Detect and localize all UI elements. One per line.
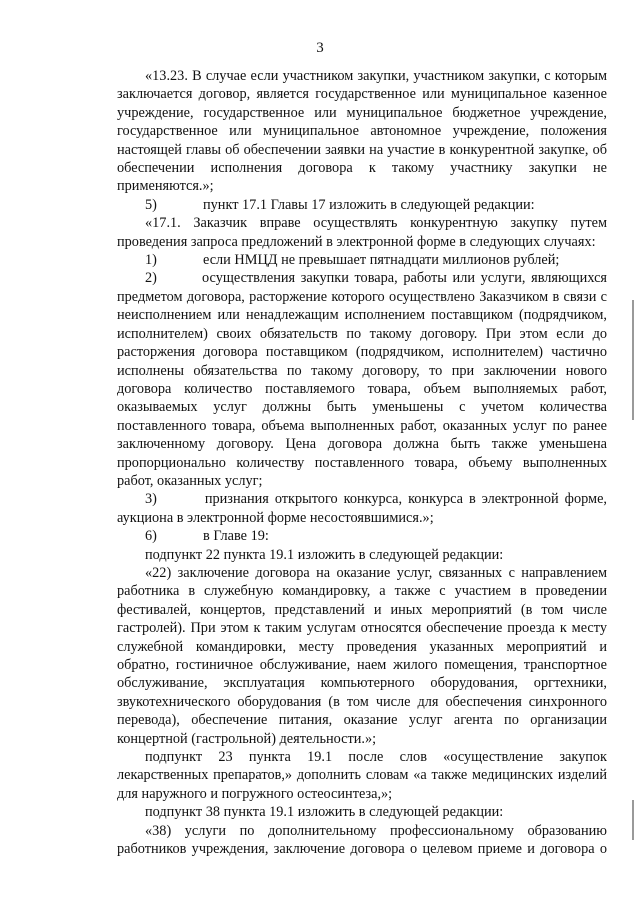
scan-edge-mark <box>632 300 634 420</box>
paragraph-subpoint-38-intro: подпункт 38 пункта 19.1 изложить в следующей редакции: <box>145 804 504 821</box>
item-text: если НМЦД не превышает пятнадцати миллионов рублей; <box>203 252 560 269</box>
subitem-1 <box>117 251 607 269</box>
item-5 <box>117 196 607 214</box>
paragraph-subpoint-38: «38) услуги по дополнительному профессиональному образованию работников учреждения, заключение договора о целевом приеме и договора о <box>117 822 607 858</box>
paragraph-subpoint-23: подпункт 23 пункта 19.1 после слов «осуществление закупок лекарственных препаратов,» дополнить словам «а также медицинских изделий для наружного и погружного остеосинтеза,»; <box>117 749 607 802</box>
subitem-2: 2) осуществления закупки товара, работы или услуги, являющихся предметом договора, расторжение которого осуществлено Заказчиком в связи с неисполнением или ненадлежащим исполнением поставщиком (подрядчиком, исполнителем) своих обязательств по такому договору. При этом если до расторжения договора поставщиком (подрядчиком, исполнителем) частично исполнены обязательства по такому договору, то при заключении нового договора количество поставляемого товара, объем выполняемых работ, оказываемых услуг должны быть уменьшены с учетом количества поставленного товара, объема выполненных работ, оказанных услуг по ранее заключенному договору. Цена договора должна быть также уменьшена пропорционально количеству поставленного товара, объему выполненных работ, оказанных услуг; <box>117 270 611 489</box>
subitem-3: 3) признания открытого конкурса, конкурса в электронной форме, аукциона в электронной форме несостоявшимися.»; <box>117 491 611 526</box>
item-6 <box>117 527 607 545</box>
paragraph-17-1: «17.1. Заказчик вправе осуществлять конкурентную закупку путем проведения запроса предложений в электронной форме в следующих случаях: <box>117 215 607 250</box>
document-body <box>117 67 611 858</box>
paragraph-subpoint-22: «22) заключение договора на оказание услуг, связанных с направлением работника в служебную командировку, а также с участием в проведении фестивалей, концертов, представлений и иных мероприятий (в том числе гастролей). При этом к таким услугам относятся обеспечение проезда к месту служебной командировки, месту проведения указанных мероприятий и обратно, гостиничное обслуживание, наем жилого помещения, транспортное обслуживание, эксплуатация компьютерного оборудования, оргтехники, звукотехнического оборудования (в том числе для обеспечения синхронного перевода), обеспечение питания, оказание услуг агента по организации концертной (гастрольной) деятельности.»; <box>117 564 607 747</box>
item-number: 1) <box>145 252 157 269</box>
item-text: пункт 17.1 Главы 17 изложить в следующей редакции: <box>203 196 535 213</box>
scan-edge-mark <box>632 800 634 840</box>
item-text: в Главе 19: <box>203 528 269 545</box>
page-number: 3 <box>316 40 324 56</box>
paragraph-13-23: «13.23. В случае если участником закупки, участником закупки, с которым заключается договор, является государственное или муниципальное казенное учреждение, государственное или муниципальное бюджетное учреждение, государственное или муниципальное автономное учреждение, положения настоящей главы об обеспечении заявки на участие в конкурентной закупке, об обеспечении исполнения договора к такому участнику закупки не применяются.»; <box>117 68 607 195</box>
item-number: 6) <box>145 528 157 545</box>
paragraph-subpoint-22-intro: подпункт 22 пункта 19.1 изложить в следующей редакции: <box>145 546 504 563</box>
item-number: 5) <box>145 196 157 213</box>
